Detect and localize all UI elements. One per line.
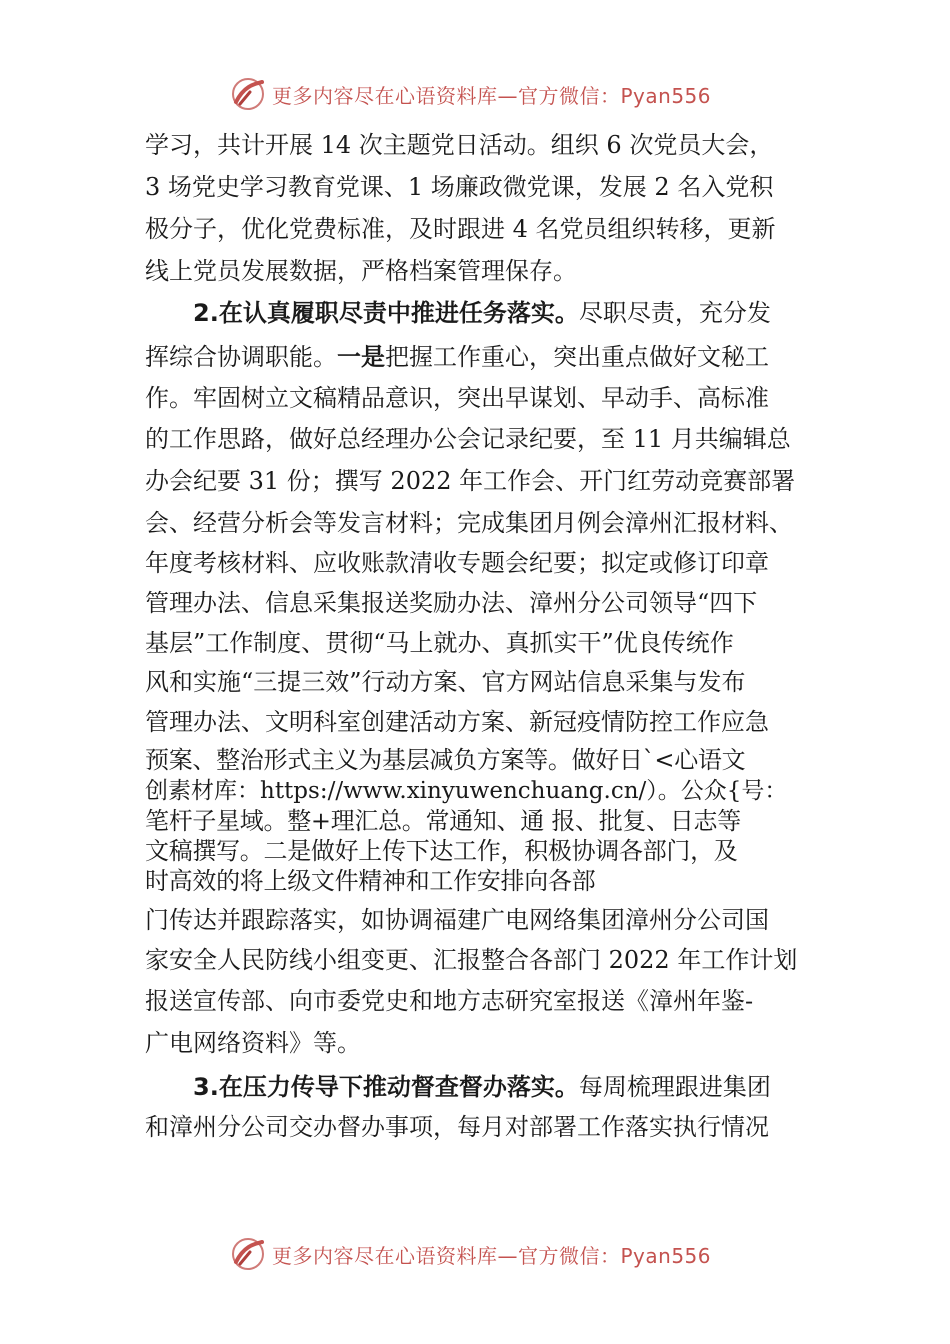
text-line: 极分子，优化党费标准，及时跟进 4 名党员组织转移，更新: [145, 215, 776, 243]
text-line: 风和实施“三提三效”行动方案、官方网站信息采集与发布: [145, 668, 746, 696]
text-line: 和漳州分公司交办督办事项，每月对部署工作落实执行情况: [145, 1113, 769, 1141]
text-line: 广电网络资料》等。: [145, 1029, 361, 1057]
text-line: 文稿撰写。二是做好上传下达工作，积极协调各部门，及: [145, 837, 738, 865]
text-line: 3 场党史学习教育党课、1 场廉政微党课，发展 2 名入党积: [145, 173, 774, 201]
text-line: 预案、整治形式主义为基层减负方案等。做好日`<心语文: [145, 746, 746, 774]
text-line: 挥综合协调职能。一是把握工作重心，突出重点做好文秘工: [145, 343, 769, 371]
text-line: 管理办法、信息采集报送奖励办法、漳州分公司领导“四下: [145, 589, 758, 617]
text-line: 基层”工作制度、贯彻“马上就办、真抓实干”优良传统作: [145, 629, 734, 657]
text-line: 的工作思路，做好总经理办公会记录纪要，至 11 月共编辑总: [145, 425, 791, 453]
first-point-label: 一是: [337, 343, 385, 371]
section-2-first-line: 2.在认真履职尽责中推进任务落实。尽职尽责，充分发: [193, 299, 771, 327]
text-line: 办会纪要 31 份；撰写 2022 年工作会、开门红劳动竞赛部署: [145, 467, 796, 495]
footer-watermark-banner: [228, 1234, 711, 1274]
text-line: 作。牢固树立文稿精品意识，突出早谋划、早动手、高标准: [145, 384, 769, 412]
text-line: 学习，共计开展 14 次主题党日活动。组织 6 次党员大会，: [145, 131, 774, 159]
text-line: 报送宣传部、向市委党史和地方志研究室报送《漳州年鉴-: [145, 987, 754, 1015]
section-2-heading: 2.在认真履职尽责中推进任务落实。: [193, 299, 579, 327]
text-line-url: 创素材库：https://www.xinyuwenchuang.cn/）。公众{号：: [145, 778, 788, 804]
section-3-heading: 3.在压力传导下推动督查督办落实。: [193, 1073, 579, 1101]
banner-text: 更多内容尽在心语资料库—官方微信：Pyan556: [272, 1243, 712, 1268]
section-3-first-line: 3.在压力传导下推动督查督办落实。每周梳理跟进集团: [193, 1073, 771, 1101]
text-line: 笔杆子星域。整+理汇总。常通知、通 报、批复、日志等: [145, 807, 741, 835]
text-line: 门传达并跟踪落实，如协调福建广电网络集团漳州分公司国: [145, 906, 769, 934]
banner-text: 更多内容尽在心语资料库—官方微信：Pyan556: [272, 83, 712, 108]
text-line: 家安全人民防线小组变更、汇报整合各部门 2022 年工作计划: [145, 946, 798, 974]
header-watermark-banner: [228, 74, 711, 114]
text-line: 管理办法、文明科室创建活动方案、新冠疫情防控工作应急: [145, 708, 769, 736]
text-line: 时高效的将上级文件精神和工作安排向各部: [145, 867, 596, 895]
brush-logo-icon: [228, 74, 268, 114]
text-line: 会、经营分析会等发言材料；完成集团月例会漳州汇报材料、: [145, 509, 793, 537]
text-line: 年度考核材料、应收账款清收专题会纪要；拟定或修订印章: [145, 549, 769, 577]
text-line: 线上党员发展数据，严格档案管理保存。: [145, 257, 577, 285]
brush-logo-icon: [228, 1234, 268, 1274]
